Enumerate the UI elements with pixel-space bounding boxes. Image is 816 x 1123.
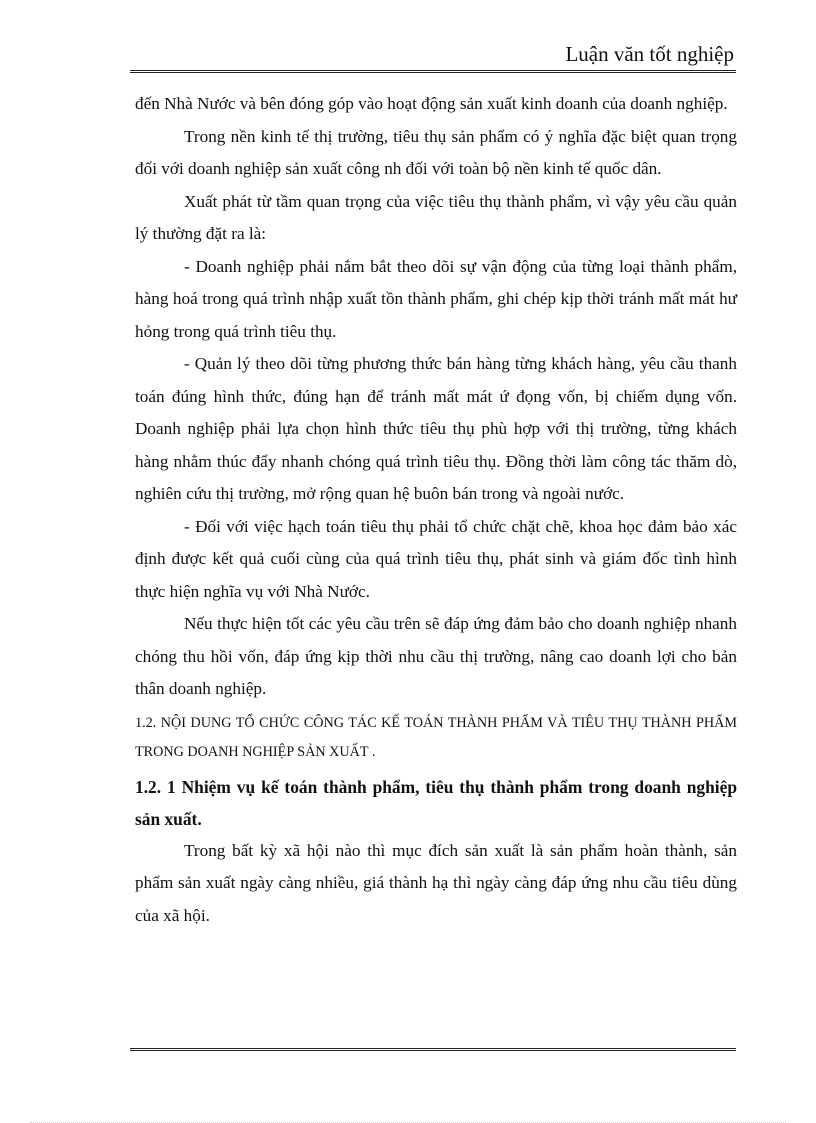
header-double-rule xyxy=(130,70,736,73)
paragraph: Trong nền kinh tế thị trường, tiêu thụ sản phẩm có ý nghĩa đặc biệt quan trọng đối với doanh nghiệp sản xuất công nh đối với toàn bộ nền kinh tế quốc dân. xyxy=(135,126,737,178)
paragraph: Xuất phát từ tầm quan trọng của việc tiêu thụ thành phẩm, vì vậy yêu cầu quản lý thường đặt ra là: xyxy=(135,191,737,243)
section-heading: 1.2. NỘI DUNG TỔ CHỨC CÔNG TÁC KẾ TOÁN THÀNH PHẨM VÀ TIÊU THỤ THÀNH PHẨM TRONG DOANH NGHIỆP SẢN XUẤT . xyxy=(135,714,737,760)
footer-double-rule xyxy=(130,1048,736,1051)
paragraph: Trong bất kỳ xã hội nào thì mục đích sản xuất là sản phẩm hoàn thành, sản phẩm sản xuất ngày càng nhiều, giá thành hạ thì ngày càng đáp ứng nhu cầu tiêu dùng của xã hội. xyxy=(135,840,737,925)
page-header-title: Luận văn tốt nghiệp xyxy=(565,42,734,66)
list-paragraph: - Quản lý theo dõi từng phương thức bán hàng từng khách hàng, yêu cầu thanh toán đúng hình thức, đúng hạn để tránh mất mát ứ đọng vốn, bị chiếm dụng vốn. Doanh nghiệp phải lựa chọn hình thức tiêu thụ phù hợp với thị trường, từng khách hàng nhằm thúc đẩy nhanh chóng quá trình tiêu thụ. Đồng thời làm công tác thăm dò, nghiên cứu thị trường, mở rộng quan hệ buôn bán trong và ngoài nước. xyxy=(135,354,737,503)
subsection-heading: 1.2. 1 Nhiệm vụ kế toán thành phẩm, tiêu thụ thành phẩm trong doanh nghiệp sản xuất. xyxy=(135,776,737,829)
document-body xyxy=(135,88,737,932)
paragraph: đến Nhà Nước và bên đóng góp vào hoạt động sản xuất kinh doanh của doanh nghiệp. xyxy=(135,94,728,113)
list-paragraph: - Đối với việc hạch toán tiêu thụ phải tổ chức chặt chẽ, khoa học đảm bảo xác định được kết quả cuối cùng của quá trình tiêu thụ, phát sinh và giám đốc tình hình thực hiện nghĩa vụ với Nhà Nước. xyxy=(135,516,737,601)
paragraph: Nếu thực hiện tốt các yêu cầu trên sẽ đáp ứng đảm bảo cho doanh nghiệp nhanh chóng thu hồi vốn, đáp ứng kịp thời nhu cầu thị trường, nâng cao doanh lợi cho bản thân doanh nghiệp. xyxy=(135,614,737,698)
list-paragraph: - Doanh nghiệp phải nắm bắt theo dõi sự vận động của từng loại thành phẩm, hàng hoá trong quá trình nhập xuất tồn thành phẩm, ghi chép kịp thời tránh mất mát hư hỏng trong quá trình tiêu thụ. xyxy=(135,256,737,341)
